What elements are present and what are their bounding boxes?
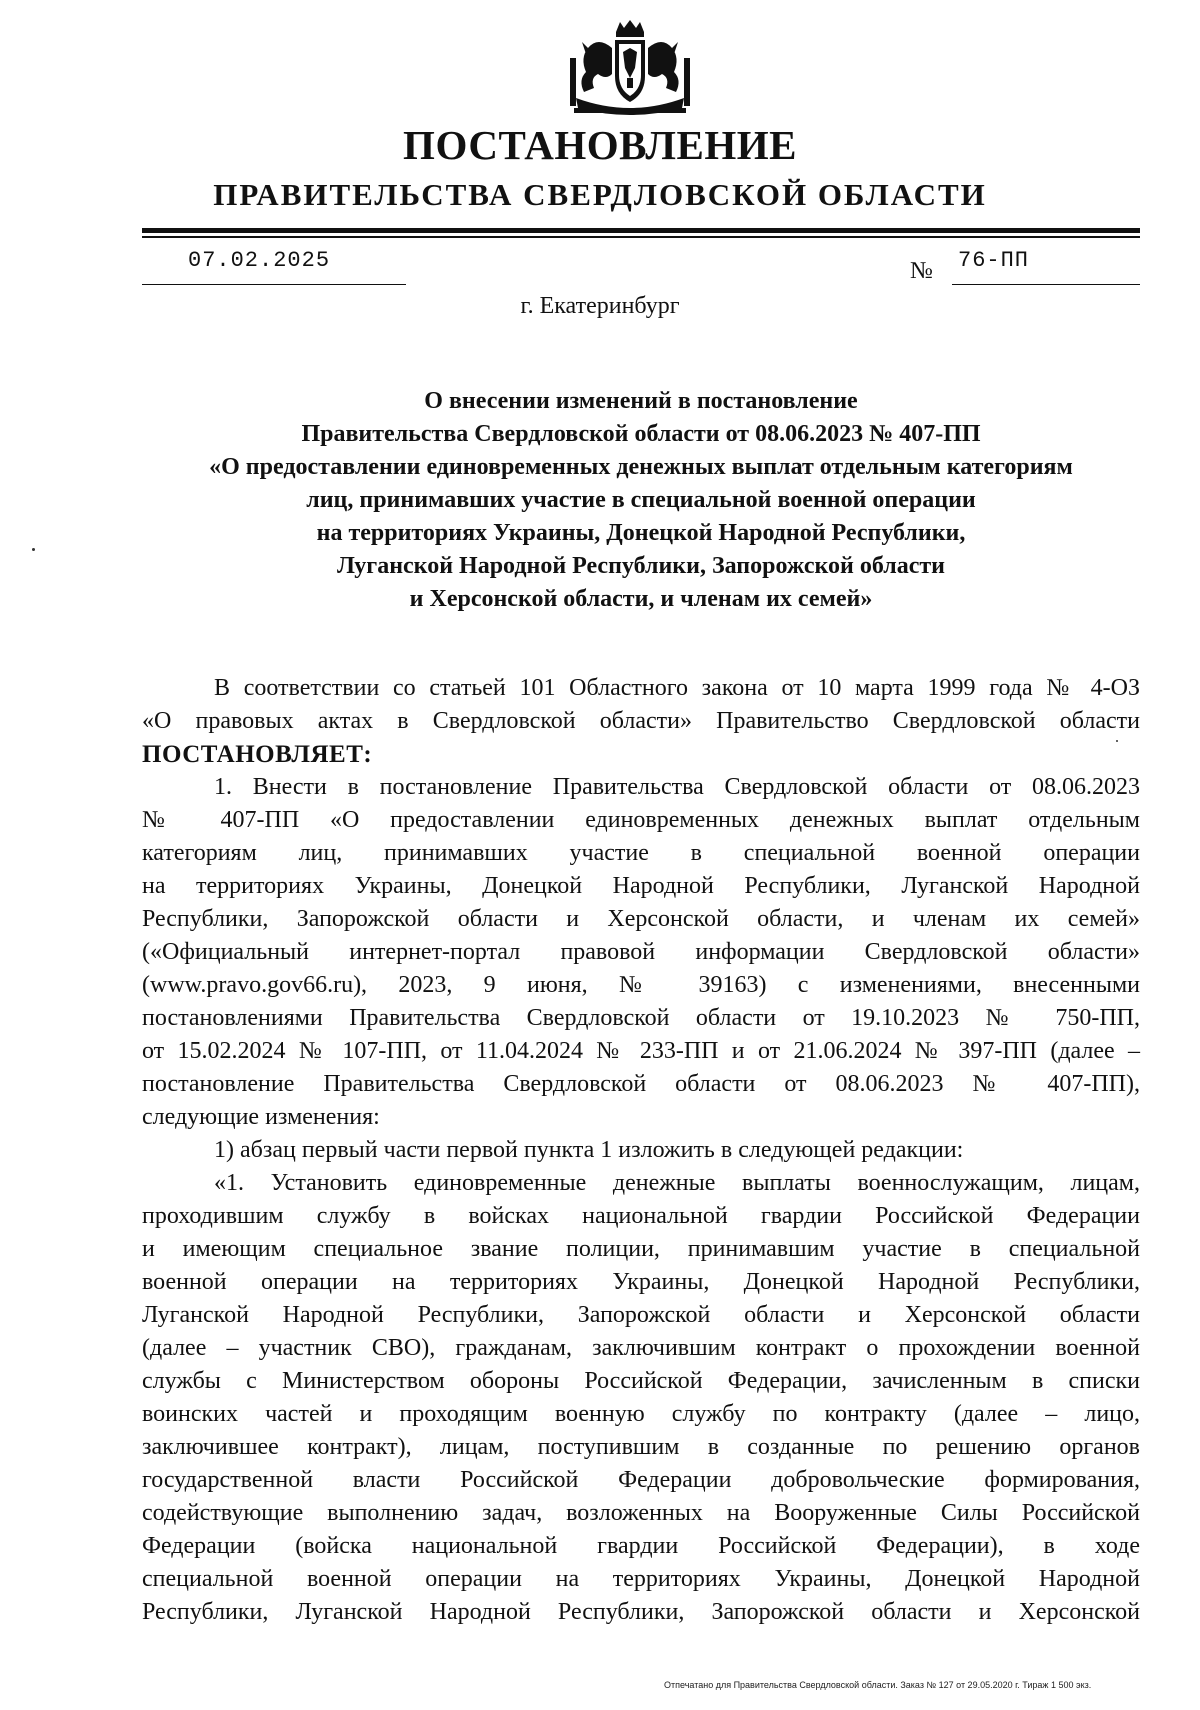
body-line: Республики, Луганской Народной Республики, Запорожской области и Херсонской <box>142 1599 1140 1625</box>
body-line: (далее – участник СВО), гражданам, заключившим контракт о прохождении военной <box>142 1335 1140 1361</box>
body-line: содействующие выполнению задач, возложенных на Вооруженные Силы Российской <box>142 1500 1140 1526</box>
body-line: («Официальный интернет-портал правовой информации Свердловской области» <box>142 939 1140 965</box>
body-line: военной операции на территориях Украины, Донецкой Народной Республики, <box>142 1269 1140 1295</box>
header-divider-thin <box>142 236 1140 238</box>
sverdlovsk-coat-of-arms-icon <box>566 18 694 118</box>
body-line: (www.pravo.gov66.ru), 2023, 9 июня, № 39163) с изменениями, внесенными <box>142 972 1140 998</box>
document-number: 76-ПП <box>958 248 1030 273</box>
body-line: воинских частей и проходящим военную службу по контракту (далее – лицо, <box>142 1401 1140 1427</box>
body-line: на территориях Украины, Донецкой Народной Республики, Луганской Народной <box>142 873 1140 899</box>
heading-line: «О предоставлении единовременных денежных выплат отдельным категориям <box>209 454 1073 480</box>
body-line: постановление Правительства Свердловской области от 08.06.2023 № 407-ПП), <box>142 1071 1140 1097</box>
decree-word: ПОСТАНОВЛЯЕТ: <box>142 741 373 768</box>
body-line: от 15.02.2024 № 107-ПП, от 11.04.2024 № 233-ПП и от 21.06.2024 № 397-ПП (далее – <box>142 1038 1140 1064</box>
body-line: заключившее контракт), лицам, поступившим в созданные по решению органов <box>142 1434 1140 1460</box>
scan-speck <box>32 548 35 551</box>
body-line: специальной военной операции на территориях Украины, Донецкой Народной <box>142 1566 1140 1592</box>
date-underline <box>142 284 406 285</box>
body-line: В соответствии со статьей 101 Областного закона от 10 марта 1999 года № 4-ОЗ <box>214 675 1140 701</box>
heading-line: О внесении изменений в постановление <box>424 388 858 414</box>
scan-speck <box>1116 740 1118 742</box>
body-line: проходившим службу в войсках национальной гвардии Российской Федерации <box>142 1203 1140 1229</box>
body-line: службы с Министерством обороны Российской Федерации, зачисленным в списки <box>142 1368 1140 1394</box>
heading-line: на территориях Украины, Донецкой Народной Республики, <box>316 520 966 546</box>
body-line: следующие изменения: <box>142 1104 380 1130</box>
heading-line: Правительства Свердловской области от 08.06.2023 № 407-ПП <box>301 421 981 447</box>
document-date: 07.02.2025 <box>188 248 331 273</box>
body-line: и имеющим специальное звание полиции, принимавшим участие в специальной <box>142 1236 1140 1262</box>
body-line: постановлениями Правительства Свердловской области от 19.10.2023 № 750-ПП, <box>142 1005 1140 1031</box>
number-sign: № <box>910 258 933 284</box>
document-title: ПОСТАНОВЛЕНИЕ <box>403 122 797 168</box>
header-divider-thick <box>142 228 1140 233</box>
body-line: категориям лиц, принимавших участие в специальной военной операции <box>142 840 1140 866</box>
document-body <box>142 672 1140 1629</box>
body-line: Федерации (войска национальной гвардии Российской Федерации), в ходе <box>142 1533 1140 1559</box>
number-underline <box>952 284 1140 285</box>
document-issuer: ПРАВИТЕЛЬСТВА СВЕРДЛОВСКОЙ ОБЛАСТИ <box>213 177 987 212</box>
document-heading <box>142 385 1140 616</box>
body-line: 1) абзац первый части первой пункта 1 изложить в следующей редакции: <box>214 1137 964 1163</box>
document-city: г. Екатеринбург <box>520 293 680 319</box>
body-line: «О правовых актах в Свердловской области» Правительство Свердловской области <box>142 708 1140 734</box>
body-line: Луганской Народной Республики, Запорожской области и Херсонской области <box>142 1302 1140 1328</box>
heading-line: Луганской Народной Республики, Запорожской области <box>337 553 945 579</box>
print-imprint: Отпечатано для Правительства Свердловской области. Заказ № 127 от 29.05.2020 г. Тираж 1 500 экз. <box>664 1680 1092 1690</box>
body-line: Республики, Запорожской области и Херсонской области, и членам их семей» <box>142 906 1140 932</box>
body-line: «1. Установить единовременные денежные выплаты военнослужащим, лицам, <box>214 1170 1140 1196</box>
heading-line: лиц, принимавших участие в специальной военной операции <box>306 487 976 513</box>
body-line: государственной власти Российской Федерации добровольческие формирования, <box>142 1467 1140 1493</box>
body-line: 1. Внести в постановление Правительства Свердловской области от 08.06.2023 <box>214 774 1140 800</box>
body-line: № 407-ПП «О предоставлении единовременных денежных выплат отдельным <box>142 807 1140 833</box>
heading-line: и Херсонской области, и членам их семей» <box>409 586 873 612</box>
